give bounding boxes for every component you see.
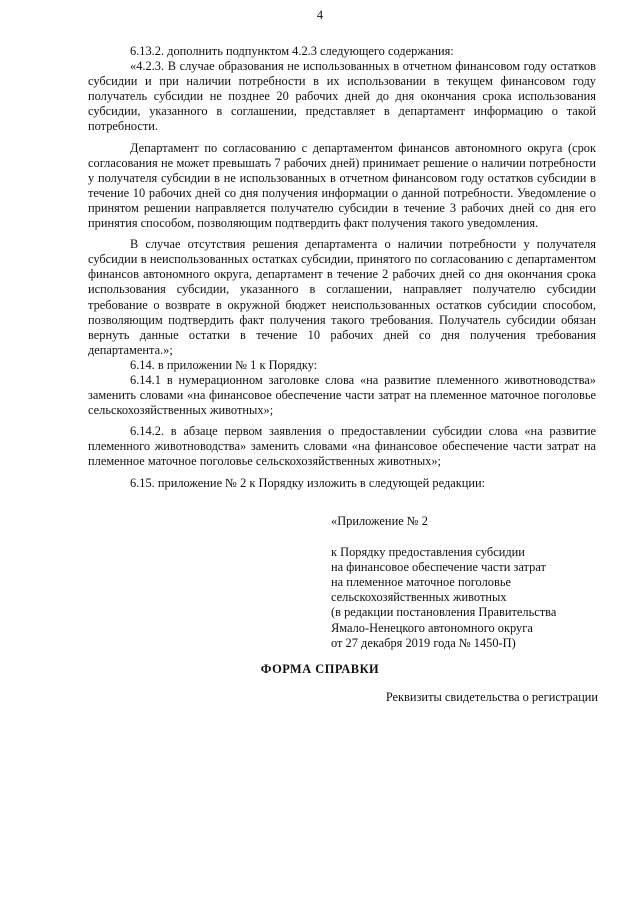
appendix-title: «Приложение № 2 [331,514,428,528]
form-title: ФОРМА СПРАВКИ [260,662,380,676]
appendix-line: Ямало-Ненецкого автономного округа [331,620,533,635]
appendix-line: на финансовое обеспечение части затрат [331,560,546,575]
appendix-line: на племенное маточное поголовье [331,575,511,590]
appendix-line: от 27 декабря 2019 года № 1450-П) [331,635,516,650]
paragraph-6-13-2: 6.13.2. дополнить подпунктом 4.2.3 следующего содержания: [130,44,454,58]
paragraph-6-14: 6.14. в приложении № 1 к Порядку: [130,357,318,372]
appendix-line: к Порядку предоставления субсидии [331,545,525,560]
paragraph-no-decision: В случае отсутствия решения департамента о наличии потребности у получателя субсидии в неиспользованных остатках субсидии, принятого по согласованию с департаментом финансов автономного округа, департамент в течение 2 рабочих дней со дня окончания срока использования субсидии, указанного в соглашении, направляет получателю субсидии требование о возврате в окружной бюджет неиспользованных остатков субсидии способом, позволяющим подтвердить факт получения такого требования. Получатель субсидии обязан вернуть данные остатки в течение 10 рабочих дней со дня получения требования департамента.»; [88,237,596,357]
appendix-line: сельскохозяйственных животных [331,590,507,605]
paragraph-6-14-1: 6.14.1 в нумерационном заголовке слова «на развитие племенного животноводства» заменить словами «на финансовое обеспечение части затрат на племенное маточное поголовье сельскохозяйственных животных»; [88,372,596,418]
paragraph-6-14-2: 6.14.2. в абзаце первом заявления о предоставлении субсидии слова «на развитие племенного животноводства» заменить словами «на финансовое обеспечение части затрат на племенное маточное поголовье сельскохозяйственных животных»; [88,424,596,469]
page-number: 4 [316,8,324,22]
paragraph-4-2-3: «4.2.3. В случае образования не использованных в отчетном финансовом году остатков субсидии и при наличии потребности в их использовании в текущем финансовом году получатель субсидии не позднее 20 рабочих дней до дня окончания срока использования субсидии, указанного в соглашении, представляет в департамент информацию о такой потребности. [88,59,596,134]
document-body [88,44,596,491]
requisites-label: Реквизиты свидетельства о регистрации [385,690,598,704]
appendix-line: (в редакции постановления Правительства [331,605,557,620]
paragraph-6-15: 6.15. приложение № 2 к Порядку изложить в следующей редакции: [130,475,486,490]
appendix-reference [331,514,631,651]
paragraph-department-decision: Департамент по согласованию с департаментом финансов автономного округа (срок согласования не может превышать 7 рабочих дней) принимает решение о наличии потребности у получателя субсидии в не использованных в отчетном финансовом году остатков субсидии в течение 10 рабочих дней со дня получения информации о данной потребности. Уведомление о принятом решении направляется получателю субсидии в течение 3 рабочих дней со дня его принятия способом, позволяющим подтвердить факт получения такого уведомления. [88,140,596,231]
